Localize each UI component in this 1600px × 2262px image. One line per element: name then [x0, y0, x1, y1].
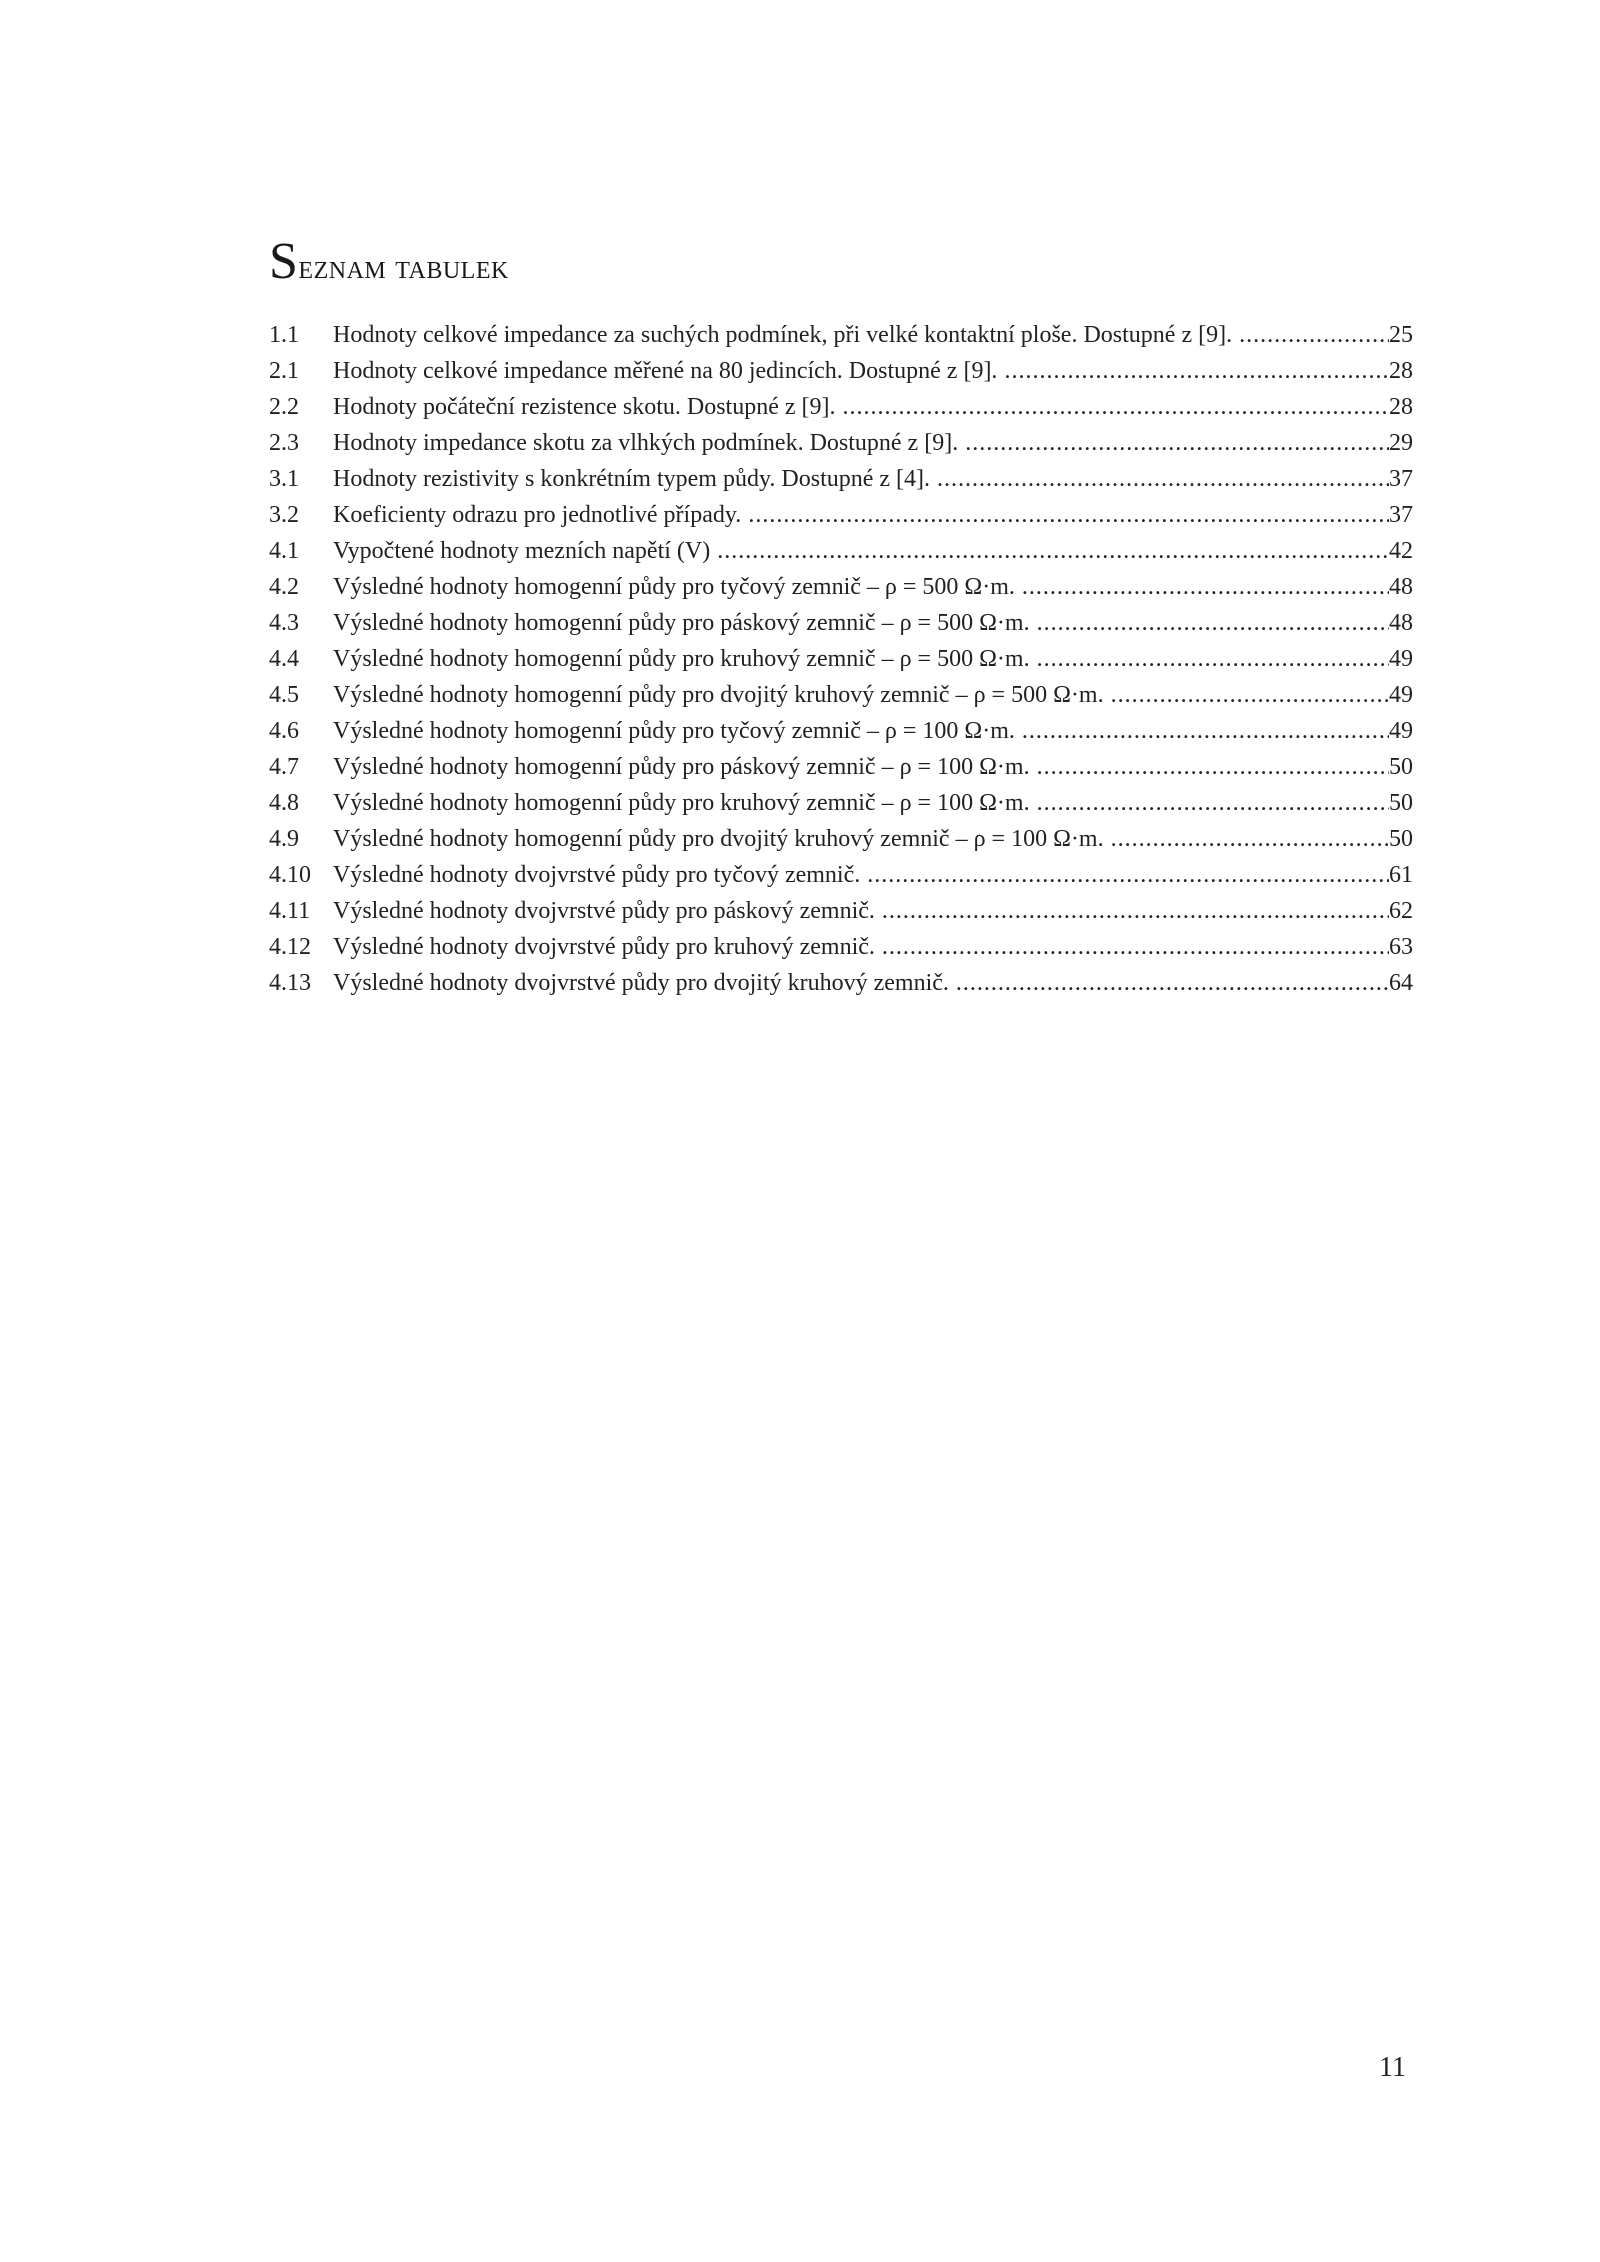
- dot-leader: [1232, 322, 1389, 348]
- toc-entry-number: 4.6: [269, 718, 299, 744]
- toc-entry-page: 48: [1389, 605, 1413, 641]
- toc-entry-title: Výsledné hodnoty dvojvrstvé půdy pro páskový zemnič.: [333, 898, 875, 924]
- dot-leader: [1030, 646, 1389, 672]
- toc-entry-title: Výsledné hodnoty dvojvrstvé půdy pro kruhový zemnič.: [333, 934, 875, 960]
- dot-leader: [1015, 718, 1389, 744]
- toc-entry-page: 37: [1389, 461, 1413, 497]
- dot-leader: [1030, 610, 1389, 636]
- toc-entry-page: 29: [1389, 425, 1413, 461]
- toc-entry[interactable]: [269, 317, 1413, 353]
- toc-entry[interactable]: [269, 389, 1413, 425]
- toc-entry[interactable]: [269, 497, 1413, 533]
- toc-entry-title: Výsledné hodnoty homogenní půdy pro dvojitý kruhový zemnič – ρ = 500 Ω·m.: [333, 682, 1104, 708]
- toc-entry-title-wrap: [333, 965, 1389, 1001]
- toc-entry-title-wrap: [333, 641, 1389, 677]
- toc-entry-number: 2.2: [269, 394, 299, 420]
- toc-entry-title-wrap: [333, 893, 1389, 929]
- toc-entry-page: 42: [1389, 533, 1413, 569]
- toc-entry-title-wrap: [333, 317, 1389, 353]
- toc-entry-title-wrap: [333, 497, 1389, 533]
- toc-entry-number: 4.10: [269, 862, 311, 888]
- toc-entry-title: Výsledné hodnoty homogenní půdy pro páskový zemnič – ρ = 100 Ω·m.: [333, 754, 1030, 780]
- toc-entry-title: Hodnoty impedance skotu za vlhkých podmínek. Dostupné z [9].: [333, 430, 959, 456]
- toc-entry-title: Výsledné hodnoty homogenní půdy pro dvojitý kruhový zemnič – ρ = 100 Ω·m.: [333, 826, 1104, 852]
- toc-entry-number: 2.1: [269, 358, 299, 384]
- toc-entry-number: 1.1: [269, 322, 299, 348]
- dot-leader: [1104, 826, 1389, 852]
- toc-entry-page: 49: [1389, 677, 1413, 713]
- dot-leader: [741, 502, 1389, 528]
- dot-leader: [997, 358, 1389, 384]
- toc-entry[interactable]: [269, 857, 1413, 893]
- toc-entry[interactable]: [269, 749, 1413, 785]
- toc-entry-page: 64: [1389, 965, 1413, 1001]
- toc-entry-title-wrap: [333, 353, 1389, 389]
- toc-entry-number: 4.8: [269, 790, 299, 816]
- toc-entry-title-wrap: [333, 677, 1389, 713]
- toc-entry[interactable]: [269, 677, 1413, 713]
- toc-entry[interactable]: [269, 605, 1413, 641]
- toc-entry-page: 28: [1389, 353, 1413, 389]
- toc-entry-page: 50: [1389, 821, 1413, 857]
- toc-entry-number: 4.9: [269, 826, 299, 852]
- toc-entry-title-wrap: [333, 713, 1389, 749]
- toc-entry-title: Koeficienty odrazu pro jednotlivé případy.: [333, 502, 742, 528]
- toc-entry[interactable]: [269, 461, 1413, 497]
- toc-entry-title-wrap: [333, 605, 1389, 641]
- toc-entry[interactable]: [269, 821, 1413, 857]
- toc-entry-page: 37: [1389, 497, 1413, 533]
- toc-entry-title: Výsledné hodnoty homogenní půdy pro páskový zemnič – ρ = 500 Ω·m.: [333, 610, 1030, 636]
- toc-entry-number: 4.13: [269, 970, 311, 996]
- page-title-initial: S: [269, 233, 299, 290]
- toc-entry-title: Hodnoty počáteční rezistence skotu. Dostupné z [9].: [333, 394, 836, 420]
- toc-entry-number: 4.11: [269, 898, 311, 924]
- dot-leader: [1104, 682, 1389, 708]
- toc-entry[interactable]: [269, 569, 1413, 605]
- toc-entry-number: 3.2: [269, 502, 299, 528]
- toc-entry-title-wrap: [333, 569, 1389, 605]
- toc-entry-page: 48: [1389, 569, 1413, 605]
- toc-entry[interactable]: [269, 965, 1413, 1001]
- list-of-tables: [269, 317, 1413, 1001]
- dot-leader: [1030, 754, 1389, 780]
- toc-entry-title: Vypočtené hodnoty mezních napětí (V): [333, 538, 711, 564]
- toc-entry-title-wrap: [333, 425, 1389, 461]
- toc-entry-number: 3.1: [269, 466, 299, 492]
- toc-entry-title: Hodnoty celkové impedance měřené na 80 jedincích. Dostupné z [9].: [333, 358, 998, 384]
- toc-entry-page: 25: [1389, 317, 1413, 353]
- toc-entry-page: 50: [1389, 749, 1413, 785]
- toc-entry-title-wrap: [333, 533, 1389, 569]
- toc-entry[interactable]: [269, 353, 1413, 389]
- toc-entry-number: 4.1: [269, 538, 299, 564]
- dot-leader: [836, 394, 1389, 420]
- toc-entry-number: 2.3: [269, 430, 299, 456]
- toc-entry-page: 61: [1389, 857, 1413, 893]
- toc-entry-page: 28: [1389, 389, 1413, 425]
- toc-entry-title: Výsledné hodnoty homogenní půdy pro tyčový zemnič – ρ = 100 Ω·m.: [333, 718, 1015, 744]
- dot-leader: [949, 970, 1389, 996]
- toc-entry-number: 4.7: [269, 754, 299, 780]
- page-number: 11: [1379, 2052, 1406, 2083]
- toc-entry[interactable]: [269, 713, 1413, 749]
- toc-entry-page: 50: [1389, 785, 1413, 821]
- toc-entry-title: Hodnoty rezistivity s konkrétním typem půdy. Dostupné z [4].: [333, 466, 931, 492]
- toc-entry-number: 4.3: [269, 610, 299, 636]
- toc-entry-title-wrap: [333, 749, 1389, 785]
- toc-entry-title: Výsledné hodnoty homogenní půdy pro tyčový zemnič – ρ = 500 Ω·m.: [333, 574, 1015, 600]
- dot-leader: [930, 466, 1389, 492]
- dot-leader: [860, 862, 1389, 888]
- toc-entry-number: 4.4: [269, 646, 299, 672]
- dot-leader: [875, 898, 1389, 924]
- toc-entry[interactable]: [269, 425, 1413, 461]
- toc-entry-number: 4.5: [269, 682, 299, 708]
- toc-entry[interactable]: [269, 785, 1413, 821]
- toc-entry-title: Hodnoty celkové impedance za suchých podmínek, při velké kontaktní ploše. Dostupné z [9].: [333, 322, 1233, 348]
- dot-leader: [1015, 574, 1389, 600]
- toc-entry-page: 62: [1389, 893, 1413, 929]
- dot-leader: [958, 430, 1389, 456]
- page-title-rest: eznam tabulek: [298, 249, 509, 286]
- dot-leader: [710, 538, 1389, 564]
- toc-entry[interactable]: [269, 929, 1413, 965]
- toc-entry-title: Výsledné hodnoty homogenní půdy pro kruhový zemnič – ρ = 500 Ω·m.: [333, 646, 1030, 672]
- toc-entry-title: Výsledné hodnoty homogenní půdy pro kruhový zemnič – ρ = 100 Ω·m.: [333, 790, 1030, 816]
- toc-entry-title-wrap: [333, 821, 1389, 857]
- toc-entry-page: 63: [1389, 929, 1413, 965]
- toc-entry-page: 49: [1389, 713, 1413, 749]
- toc-entry-number: 4.2: [269, 574, 299, 600]
- dot-leader: [875, 934, 1389, 960]
- toc-entry[interactable]: [269, 641, 1413, 677]
- toc-entry-title-wrap: [333, 785, 1389, 821]
- toc-entry-title-wrap: [333, 461, 1389, 497]
- toc-entry[interactable]: [269, 893, 1413, 929]
- toc-entry[interactable]: [269, 533, 1413, 569]
- toc-entry-number: 4.12: [269, 934, 311, 960]
- toc-entry-title: Výsledné hodnoty dvojvrstvé půdy pro dvojitý kruhový zemnič.: [333, 970, 949, 996]
- toc-entry-title-wrap: [333, 857, 1389, 893]
- toc-entry-title-wrap: [333, 389, 1389, 425]
- toc-entry-title: Výsledné hodnoty dvojvrstvé půdy pro tyčový zemnič.: [333, 862, 861, 888]
- toc-entry-page: 49: [1389, 641, 1413, 677]
- toc-entry-title-wrap: [333, 929, 1389, 965]
- page-title: [269, 232, 509, 298]
- dot-leader: [1030, 790, 1389, 816]
